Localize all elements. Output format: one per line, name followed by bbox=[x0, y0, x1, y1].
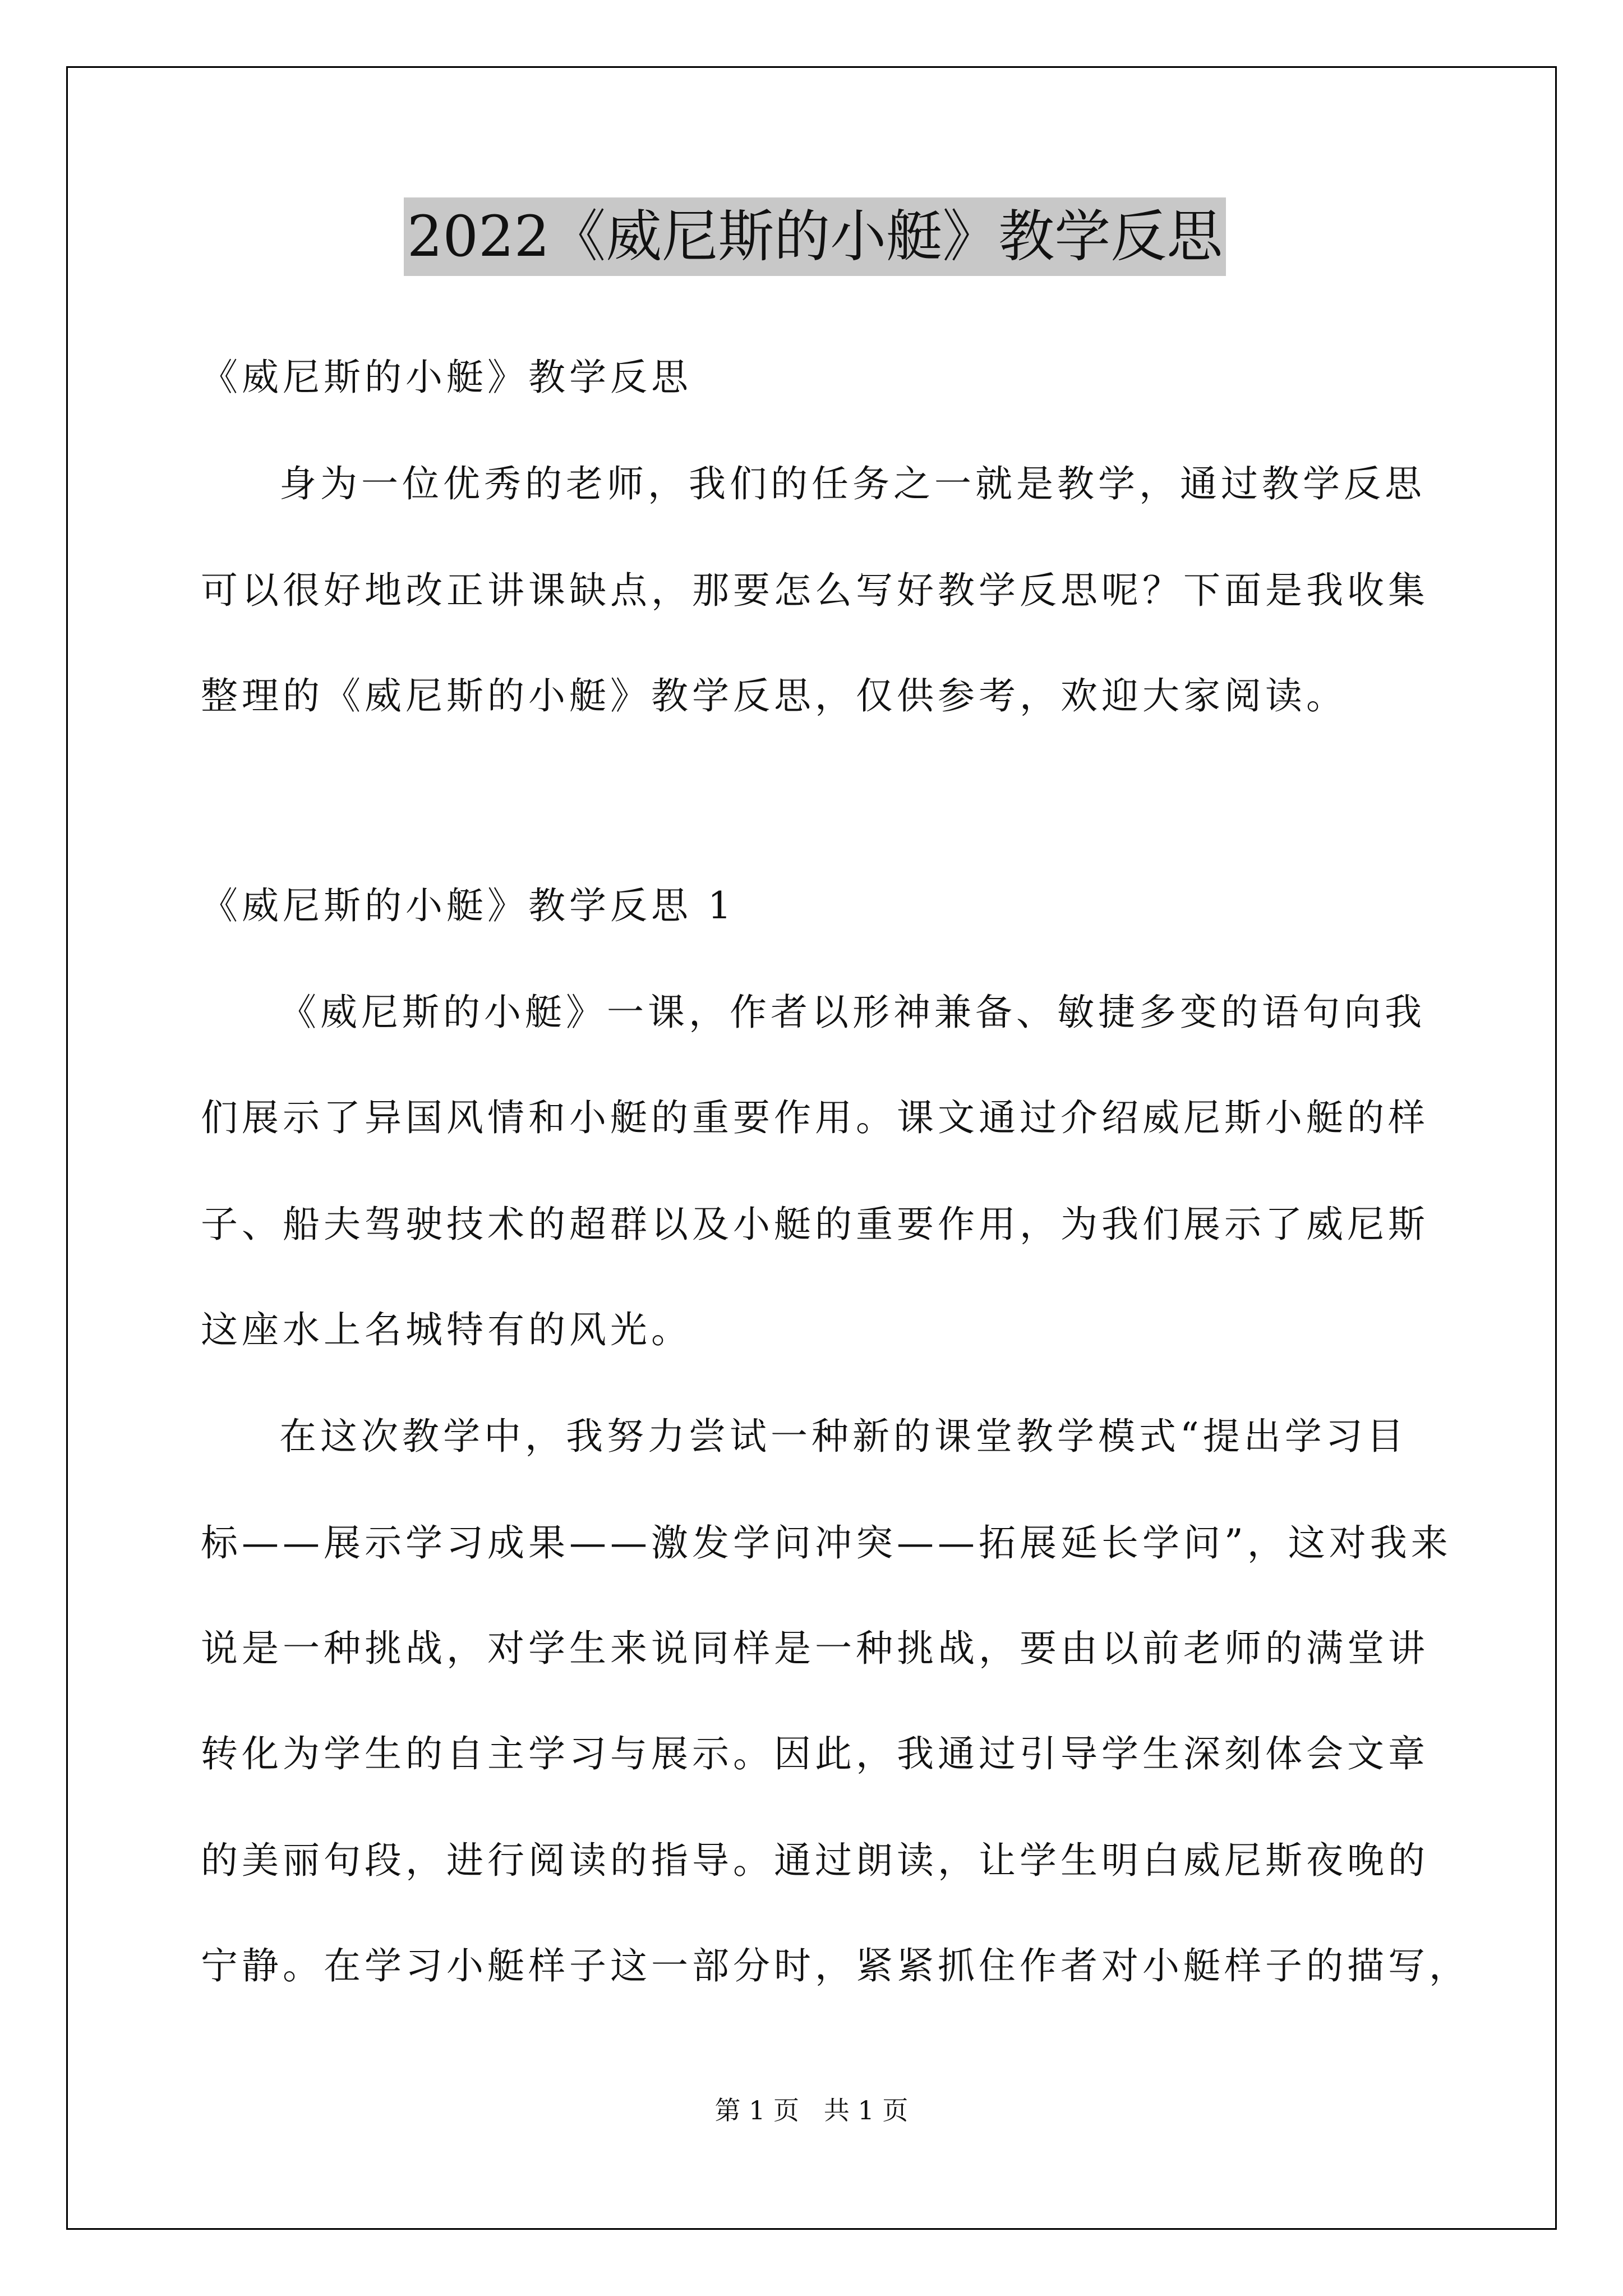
para2-line-3: 说是一种挑战，对学生来说同样是一种挑战，要由以前老师的满堂讲 bbox=[201, 1627, 1429, 1670]
document-subtitle: 《威尼斯的小艇》教学反思 bbox=[201, 356, 692, 399]
para2-line-2: 标——展示学习成果——激发学问冲突——拓展延长学问”，这对我来 bbox=[201, 1521, 1452, 1565]
title-container bbox=[201, 197, 1429, 276]
para1-line-1: 《威尼斯的小艇》一课，作者以形神兼备、敏捷多变的语句向我 bbox=[279, 991, 1426, 1034]
para2-line-4: 转化为学生的自主学习与展示。因此，我通过引导学生深刻体会文章 bbox=[201, 1732, 1429, 1775]
intro-line-3: 整理的《威尼斯的小艇》教学反思，仅供参考，欢迎大家阅读。 bbox=[201, 674, 1347, 717]
page-footer: 第 1 页 共 1 页 bbox=[714, 2095, 909, 2125]
document-title: 2022《威尼斯的小艇》教学反思 bbox=[404, 197, 1227, 276]
para2-line-5: 的美丽句段，进行阅读的指导。通过朗读，让学生明白威尼斯夜晚的 bbox=[201, 1839, 1429, 1882]
para1-line-4: 这座水上名城特有的风光。 bbox=[201, 1308, 692, 1351]
intro-line-1: 身为一位优秀的老师，我们的任务之一就是教学，通过教学反思 bbox=[279, 462, 1426, 505]
para1-line-3: 子、船夫驾驶技术的超群以及小艇的重要作用，为我们展示了威尼斯 bbox=[201, 1203, 1429, 1246]
section-heading: 《威尼斯的小艇》教学反思 1 bbox=[201, 884, 735, 927]
para2-line-1: 在这次教学中，我努力尝试一种新的课堂教学模式“提出学习目 bbox=[279, 1415, 1408, 1458]
intro-line-2: 可以很好地改正讲课缺点，那要怎么写好教学反思呢？下面是我收集 bbox=[201, 569, 1429, 612]
para2-line-6: 宁静。在学习小艇样子这一部分时，紧紧抓住作者对小艇样子的描写， bbox=[201, 1944, 1470, 1987]
para1-line-2: 们展示了异国风情和小艇的重要作用。课文通过介绍威尼斯小艇的样 bbox=[201, 1096, 1429, 1139]
